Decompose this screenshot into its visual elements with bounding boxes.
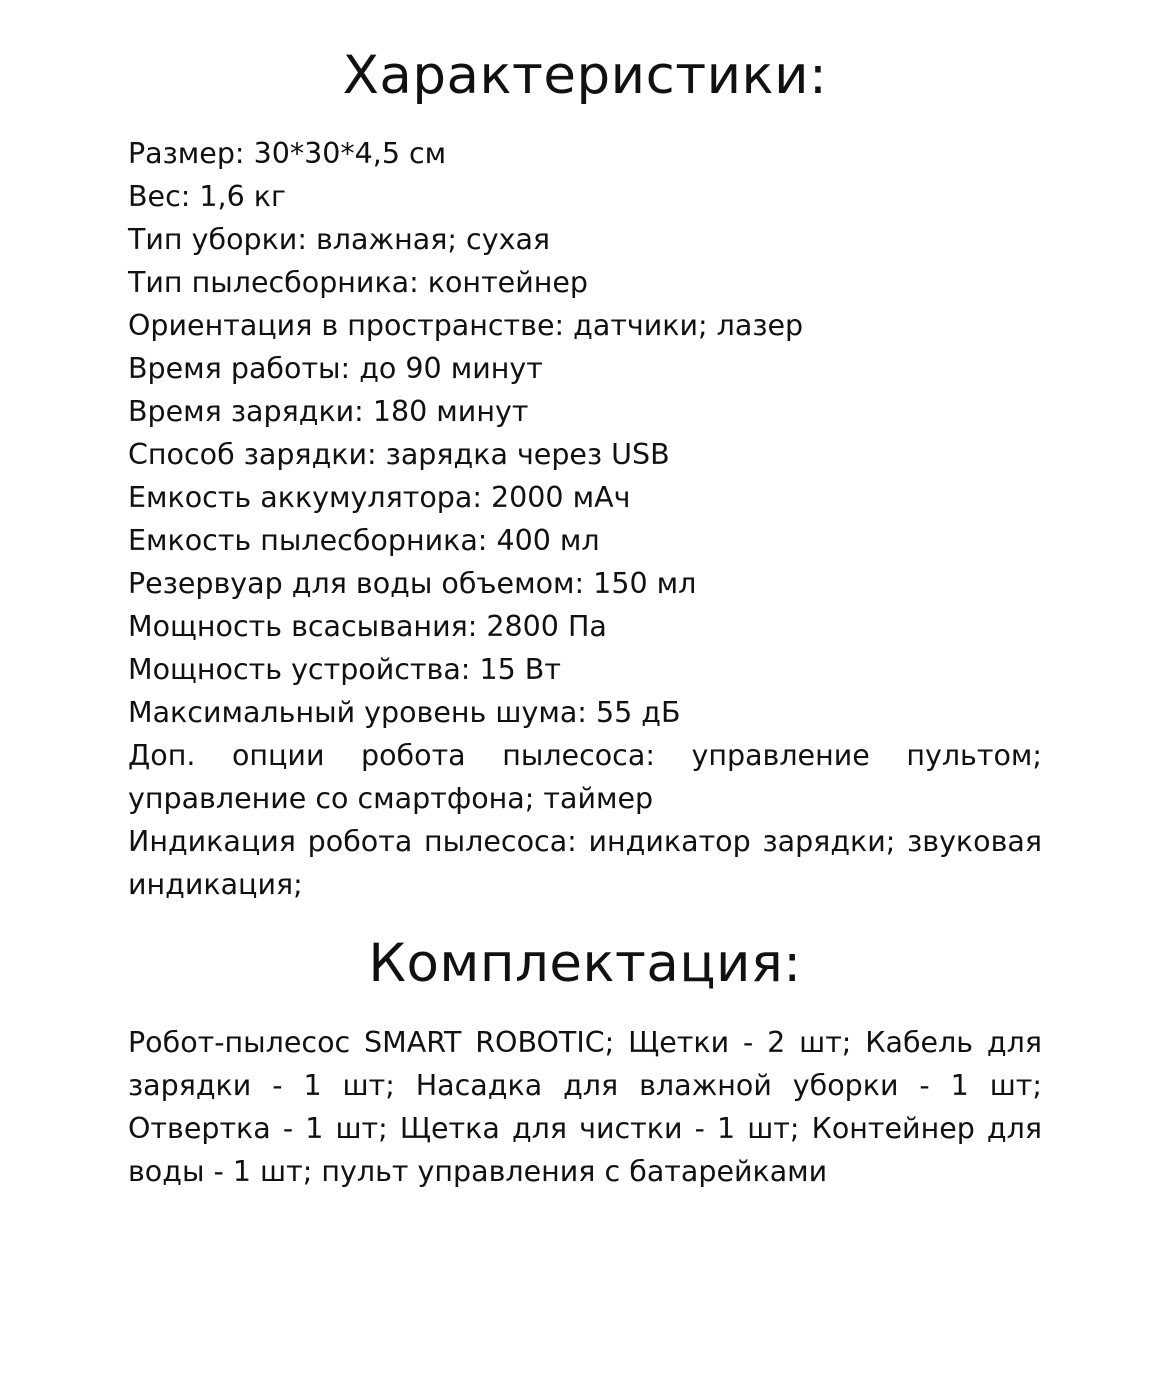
spec-item-indication: Индикация робота пылесоса: индикатор зарядки; звуковая индикация; [128, 825, 1042, 901]
spec-item-orientation: Ориентация в пространстве: датчики; лазер [128, 309, 804, 342]
spec-item-battery-capacity: Емкость аккумулятора: 2000 мАч [128, 481, 631, 514]
spec-item-dust-capacity: Емкость пылесборника: 400 мл [128, 524, 600, 557]
spec-item-device-power: Мощность устройства: 15 Вт [128, 653, 561, 686]
spec-item-dust-collector-type: Тип пылесборника: контейнер [128, 266, 588, 299]
spec-item-extra-options: Доп. опции робота пылесоса: управление пультом; управление со смартфона; таймер [128, 739, 1042, 815]
spec-item-size: Размер: 30*30*4,5 см [128, 137, 447, 170]
spec-item-weight: Вес: 1,6 кг [128, 180, 286, 213]
specs-heading: Характеристики: [342, 45, 828, 106]
spec-item-cleaning-type: Тип уборки: влажная; сухая [128, 223, 551, 256]
spec-item-suction-power: Мощность всасывания: 2800 Па [128, 610, 607, 643]
spec-item-charge-method: Способ зарядки: зарядка через USB [128, 438, 670, 471]
kit-heading: Комплектация: [368, 933, 802, 994]
spec-item-noise-level: Максимальный уровень шума: 55 дБ [128, 696, 681, 729]
kit-contents-text: Робот-пылесос SMART ROBOTIC; Щетки - 2 шт; Кабель для зарядки - 1 шт; Насадка для влажной уборки - 1 шт; Отвертка - 1 шт; Щетка для чистки - 1 шт; Контейнер для воды - 1 шт; пульт управления с батарейками [128, 1026, 1042, 1188]
spec-item-charge-time: Время зарядки: 180 минут [128, 395, 529, 428]
spec-item-run-time: Время работы: до 90 минут [128, 352, 543, 385]
spec-list [128, 132, 1042, 906]
spec-item-water-tank: Резервуар для воды объемом: 150 мл [128, 567, 697, 600]
